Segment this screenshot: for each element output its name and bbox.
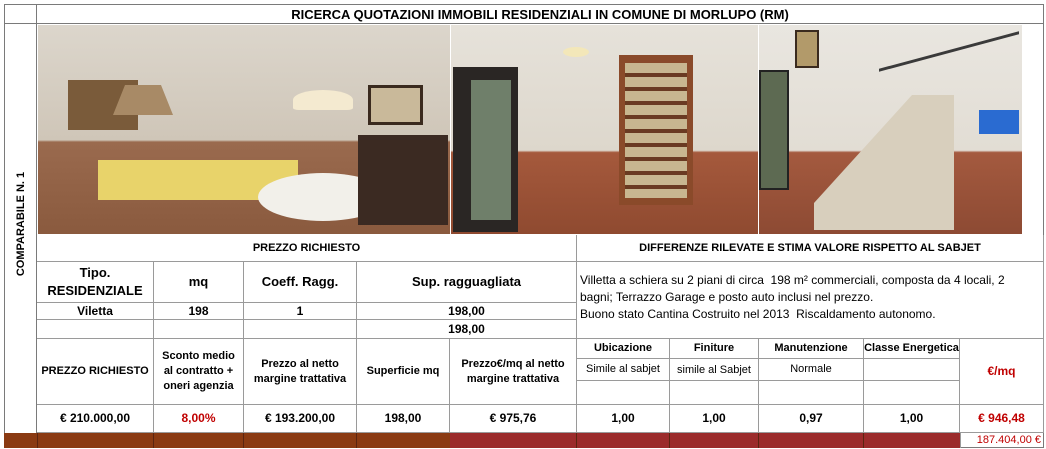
coeff-value: 1 — [244, 303, 357, 320]
col-mq: mq — [154, 262, 244, 303]
prezzo-richiesto-header: PREZZO RICHIESTO — [37, 235, 577, 262]
value-prezzo-netto: € 193.200,00 — [244, 405, 357, 433]
differenze-header: DIFFERENZE RILEVATE E STIMA VALORE RISPETTO AL SABJET — [577, 235, 1044, 262]
header-strip — [4, 4, 37, 24]
empty-cell — [577, 381, 670, 405]
value-finiture: 1,00 — [670, 405, 759, 433]
header-finiture: Finiture — [670, 339, 759, 359]
value-prezzo-richiesto: € 210.000,00 — [37, 405, 154, 433]
plant-picture — [759, 70, 789, 190]
note-classe — [864, 359, 960, 381]
total-value: 187.404,00 € — [960, 433, 1044, 448]
value-manutenzione: 0,97 — [759, 405, 864, 433]
mq-value: 198 — [154, 303, 244, 320]
header-prezzo-richiesto: PREZZO RICHIESTO — [37, 339, 154, 405]
header-classe-energetica: Classe Energetica — [864, 339, 960, 359]
entrance-photo[interactable] — [451, 25, 758, 234]
header-eur-mq: €/mq — [960, 339, 1044, 405]
header-prezzo-mq: Prezzo€/mq al netto margine trattativa — [450, 339, 577, 405]
empty-cell — [244, 320, 357, 339]
wall-picture — [368, 85, 423, 125]
header-sconto: Sconto medio al contratto + oneri agenzia — [154, 339, 244, 405]
header-manutenzione: Manutenzione — [759, 339, 864, 359]
value-eur-mq: € 946,48 — [960, 405, 1044, 433]
value-ubicazione: 1,00 — [577, 405, 670, 433]
bookshelf-books — [625, 63, 687, 198]
note-ubicazione: Simile al sabjet — [577, 359, 670, 381]
header-ubicazione: Ubicazione — [577, 339, 670, 359]
sup-total: 198,00 — [357, 320, 577, 339]
wall-painting — [795, 30, 819, 68]
empty-cell — [759, 381, 864, 405]
header-superficie: Superficie mq — [357, 339, 450, 405]
value-superficie: 198,00 — [357, 405, 450, 433]
footer-grid-lines — [4, 433, 960, 448]
empty-cell — [864, 381, 960, 405]
page-title: RICERCA QUOTAZIONI IMMOBILI RESIDENZIALI IN COMUNE DI MORLUPO (RM) — [291, 7, 789, 22]
door-glass — [471, 80, 511, 220]
dark-cabinet — [358, 135, 448, 225]
col-sup: Sup. ragguagliata — [357, 262, 577, 303]
empty-cell — [670, 381, 759, 405]
tv-screen — [979, 110, 1019, 134]
empty-cell — [154, 320, 244, 339]
ceiling-light — [563, 47, 589, 57]
sup-value: 198,00 — [357, 303, 577, 320]
tipo-value: Viletta — [37, 303, 154, 320]
col-tipo: Tipo. RESIDENZIALE — [37, 262, 154, 303]
col-coeff: Coeff. Ragg. — [244, 262, 357, 303]
pendant-lamp — [293, 90, 353, 110]
description-text: Villetta a schiera su 2 piani di circa 198 m² commerciali, composta da 4 locali, 2 bagni; Terrazzo Garage e posto auto inclusi nel prezzo. Buono stato Cantina Costruito nel 2013 Riscaldamento autonomo. — [577, 262, 1044, 339]
value-classe: 1,00 — [864, 405, 960, 433]
value-prezzo-mq: € 975,76 — [450, 405, 577, 433]
comparable-label: COMPARABILE N. 1 — [15, 171, 27, 277]
empty-cell — [37, 320, 154, 339]
header-prezzo-netto: Prezzo al netto margine trattativa — [244, 339, 357, 405]
staircase-photo[interactable] — [759, 25, 1022, 234]
note-finiture: simile al Sabjet — [670, 359, 759, 381]
value-sconto: 8,00% — [154, 405, 244, 433]
note-manutenzione: Normale — [759, 359, 864, 381]
kitchen-photo[interactable] — [38, 25, 450, 234]
